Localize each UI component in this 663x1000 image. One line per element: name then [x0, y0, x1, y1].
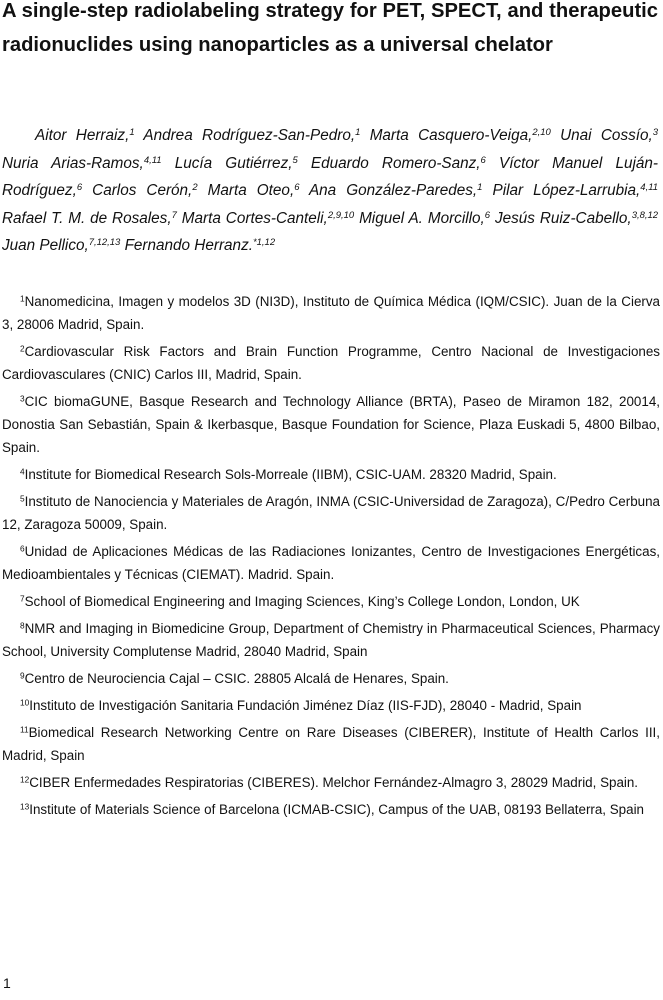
- affiliation-text: School of Biomedical Engineering and Imaging Sciences, King’s College London, London, UK: [24, 594, 580, 609]
- affiliation: [2, 463, 660, 486]
- affiliation-text: Centro de Neurociencia Cajal – CSIC. 28805 Alcalá de Henares, Spain.: [24, 671, 449, 686]
- author-affil-marker: 1: [355, 126, 361, 138]
- affiliation-number: 8: [20, 620, 25, 631]
- affiliation-text: CIBER Enfermedades Respiratorias (CIBERES). Melchor Fernández-Almagro 3, 28029 Madrid, Spain.: [29, 775, 639, 790]
- affiliation-number: 7: [20, 593, 25, 604]
- affiliation: [2, 290, 660, 336]
- author: [208, 182, 300, 199]
- affiliation: [2, 667, 660, 690]
- affiliation-number: 5: [20, 493, 25, 504]
- affiliation: [2, 798, 660, 821]
- affiliation: [2, 340, 660, 386]
- affiliation-text: NMR and Imaging in Biomedicine Group, Department of Chemistry in Pharmaceutical Sciences, Pharmacy School, University Complutense Madrid, 28040 Madrid, Spain: [2, 621, 660, 659]
- affiliation: [2, 390, 660, 459]
- affiliation-number: 10: [20, 697, 30, 708]
- author-name: Miguel A. Morcillo,: [359, 209, 485, 227]
- affiliation-text: Nanomedicina, Imagen y modelos 3D (NI3D), Instituto de Química Médica (IQM/CSIC). Juan de la Cierva 3, 28006 Madrid, Spain.: [2, 294, 660, 332]
- affiliation: [2, 490, 660, 536]
- author-name: Carlos Cerón,: [92, 182, 193, 200]
- affiliation-text: Unidad de Aplicaciones Médicas de las Radiaciones Ionizantes, Centro de Investigaciones Energéticas, Medioambientales y Técnicas (CIEMAT). Madrid. Spain.: [2, 544, 660, 582]
- affiliation: [2, 771, 660, 794]
- author: [143, 127, 360, 144]
- author-name: Marta Casquero-Veiga,: [369, 127, 533, 144]
- author: [182, 210, 354, 227]
- affiliation-text: CIC biomaGUNE, Basque Research and Technology Alliance (BRTA), Paseo de Miramon 182, 20014, Donostia San Sebastián, Spain & Ikerbasque, Basque Foundation for Science, Plaza Euskadi 5, 4800 Bilbao, Spain.: [2, 394, 660, 455]
- author-name: Víctor Manuel Luján-Rodríguez,: [2, 154, 658, 200]
- author: [493, 182, 659, 199]
- affiliation-number: 6: [20, 543, 25, 554]
- author-name: Lucía Gutiérrez,: [174, 154, 293, 172]
- author-name: Juan Pellico,: [2, 237, 89, 255]
- author-affil-marker: 7: [171, 209, 177, 221]
- affiliation-number: 4: [20, 466, 25, 477]
- author-affil-marker: 6: [480, 154, 486, 166]
- affiliation-text: Cardiovascular Risk Factors and Brain Function Programme, Centro Nacional de Investigaciones Cardiovasculares (CNIC) Carlos III, Madrid, Spain.: [2, 344, 660, 382]
- author-name: Fernando Herranz.: [124, 237, 253, 255]
- author-name: Nuria Arias-Ramos,: [2, 154, 144, 172]
- affiliation-text: Instituto de Nanociencia y Materiales de Aragón, INMA (CSIC-Universidad de Zaragoza), C/Pedro Cerbuna 12, Zaragoza 50009, Spain.: [2, 494, 660, 532]
- author-affil-marker: 2,10: [532, 126, 551, 138]
- affiliation-number: 3: [20, 393, 25, 404]
- author: [495, 210, 658, 227]
- author: [359, 210, 490, 227]
- author-name: Jesús Ruiz-Cabello,: [494, 209, 632, 227]
- affiliation: [2, 540, 660, 586]
- affiliation: [2, 721, 660, 767]
- author-affil-marker: 4,11: [640, 181, 659, 193]
- affiliation-number: 1: [20, 293, 25, 304]
- affiliation-number: 12: [20, 774, 30, 785]
- author-affil-marker: 6: [76, 181, 83, 193]
- author-affil-marker: 1: [477, 181, 483, 193]
- author-affil-marker: 3: [652, 126, 659, 138]
- affiliation: [2, 617, 660, 663]
- affiliation-number: 2: [20, 343, 25, 354]
- author-affil-marker: 7,12,13: [88, 237, 121, 249]
- author: [370, 127, 551, 144]
- author-name: Rafael T. M. de Rosales,: [2, 209, 172, 227]
- author: [125, 237, 276, 254]
- affiliation-text: Institute of Materials Science of Barcelona (ICMAB-CSIC), Campus of the UAB, 08193 Bellaterra, Spain: [29, 802, 644, 817]
- author-name: Marta Oteo,: [207, 182, 295, 200]
- author-affil-marker: 3,8,12: [631, 209, 659, 221]
- author-list: [2, 122, 658, 260]
- author-name: Aitor Herraiz,: [35, 127, 130, 144]
- author-affil-marker: 6: [294, 181, 300, 193]
- author: [309, 182, 482, 199]
- author: [2, 155, 162, 172]
- affiliation-text: Biomedical Research Networking Centre on Rare Diseases (CIBERER), Institute of Health Carlos III, Madrid, Spain: [2, 725, 660, 763]
- author-name: Pilar López-Larrubia,: [492, 182, 641, 200]
- author-affil-marker: 2: [192, 181, 198, 193]
- author-name: Marta Cortes-Canteli,: [181, 209, 328, 227]
- author: [560, 127, 658, 144]
- author-affil-marker: 2,9,10: [327, 209, 355, 221]
- author-affil-marker: *1,12: [252, 237, 276, 249]
- author-affil-marker: 1: [129, 126, 135, 138]
- author: [92, 182, 197, 199]
- author: [2, 237, 120, 254]
- author-affil-marker: 5: [292, 154, 298, 166]
- author: [311, 155, 486, 172]
- author-affil-marker: 4,11: [143, 154, 162, 166]
- affiliation-list: [2, 290, 660, 825]
- author-name: Andrea Rodríguez-San-Pedro,: [143, 127, 356, 144]
- author-name: Unai Cossío,: [560, 127, 653, 144]
- paper-title: A single-step radiolabeling strategy for PET, SPECT, and therapeutic radionuclides using nanoparticles as a universal chelator: [2, 0, 658, 56]
- author: [2, 210, 177, 227]
- author-name: Eduardo Romero-Sanz,: [310, 154, 481, 172]
- affiliation-text: Institute for Biomedical Research Sols-Morreale (IIBM), CSIC-UAM. 28320 Madrid, Spain.: [24, 467, 557, 482]
- affiliation-text: Instituto de Investigación Sanitaria Fundación Jiménez Díaz (IIS-FJD), 28040 - Madrid, Spain: [29, 698, 582, 713]
- affiliation-number: 9: [20, 670, 25, 681]
- affiliation: [2, 590, 660, 613]
- affiliation: [2, 694, 660, 717]
- affiliation-number: 13: [20, 801, 30, 812]
- affiliation-number: 11: [20, 724, 29, 735]
- page-number: 1: [3, 975, 11, 991]
- author: [35, 127, 135, 144]
- author-name: Ana González-Paredes,: [308, 182, 478, 200]
- author: [175, 155, 298, 172]
- author-affil-marker: 6: [484, 209, 491, 221]
